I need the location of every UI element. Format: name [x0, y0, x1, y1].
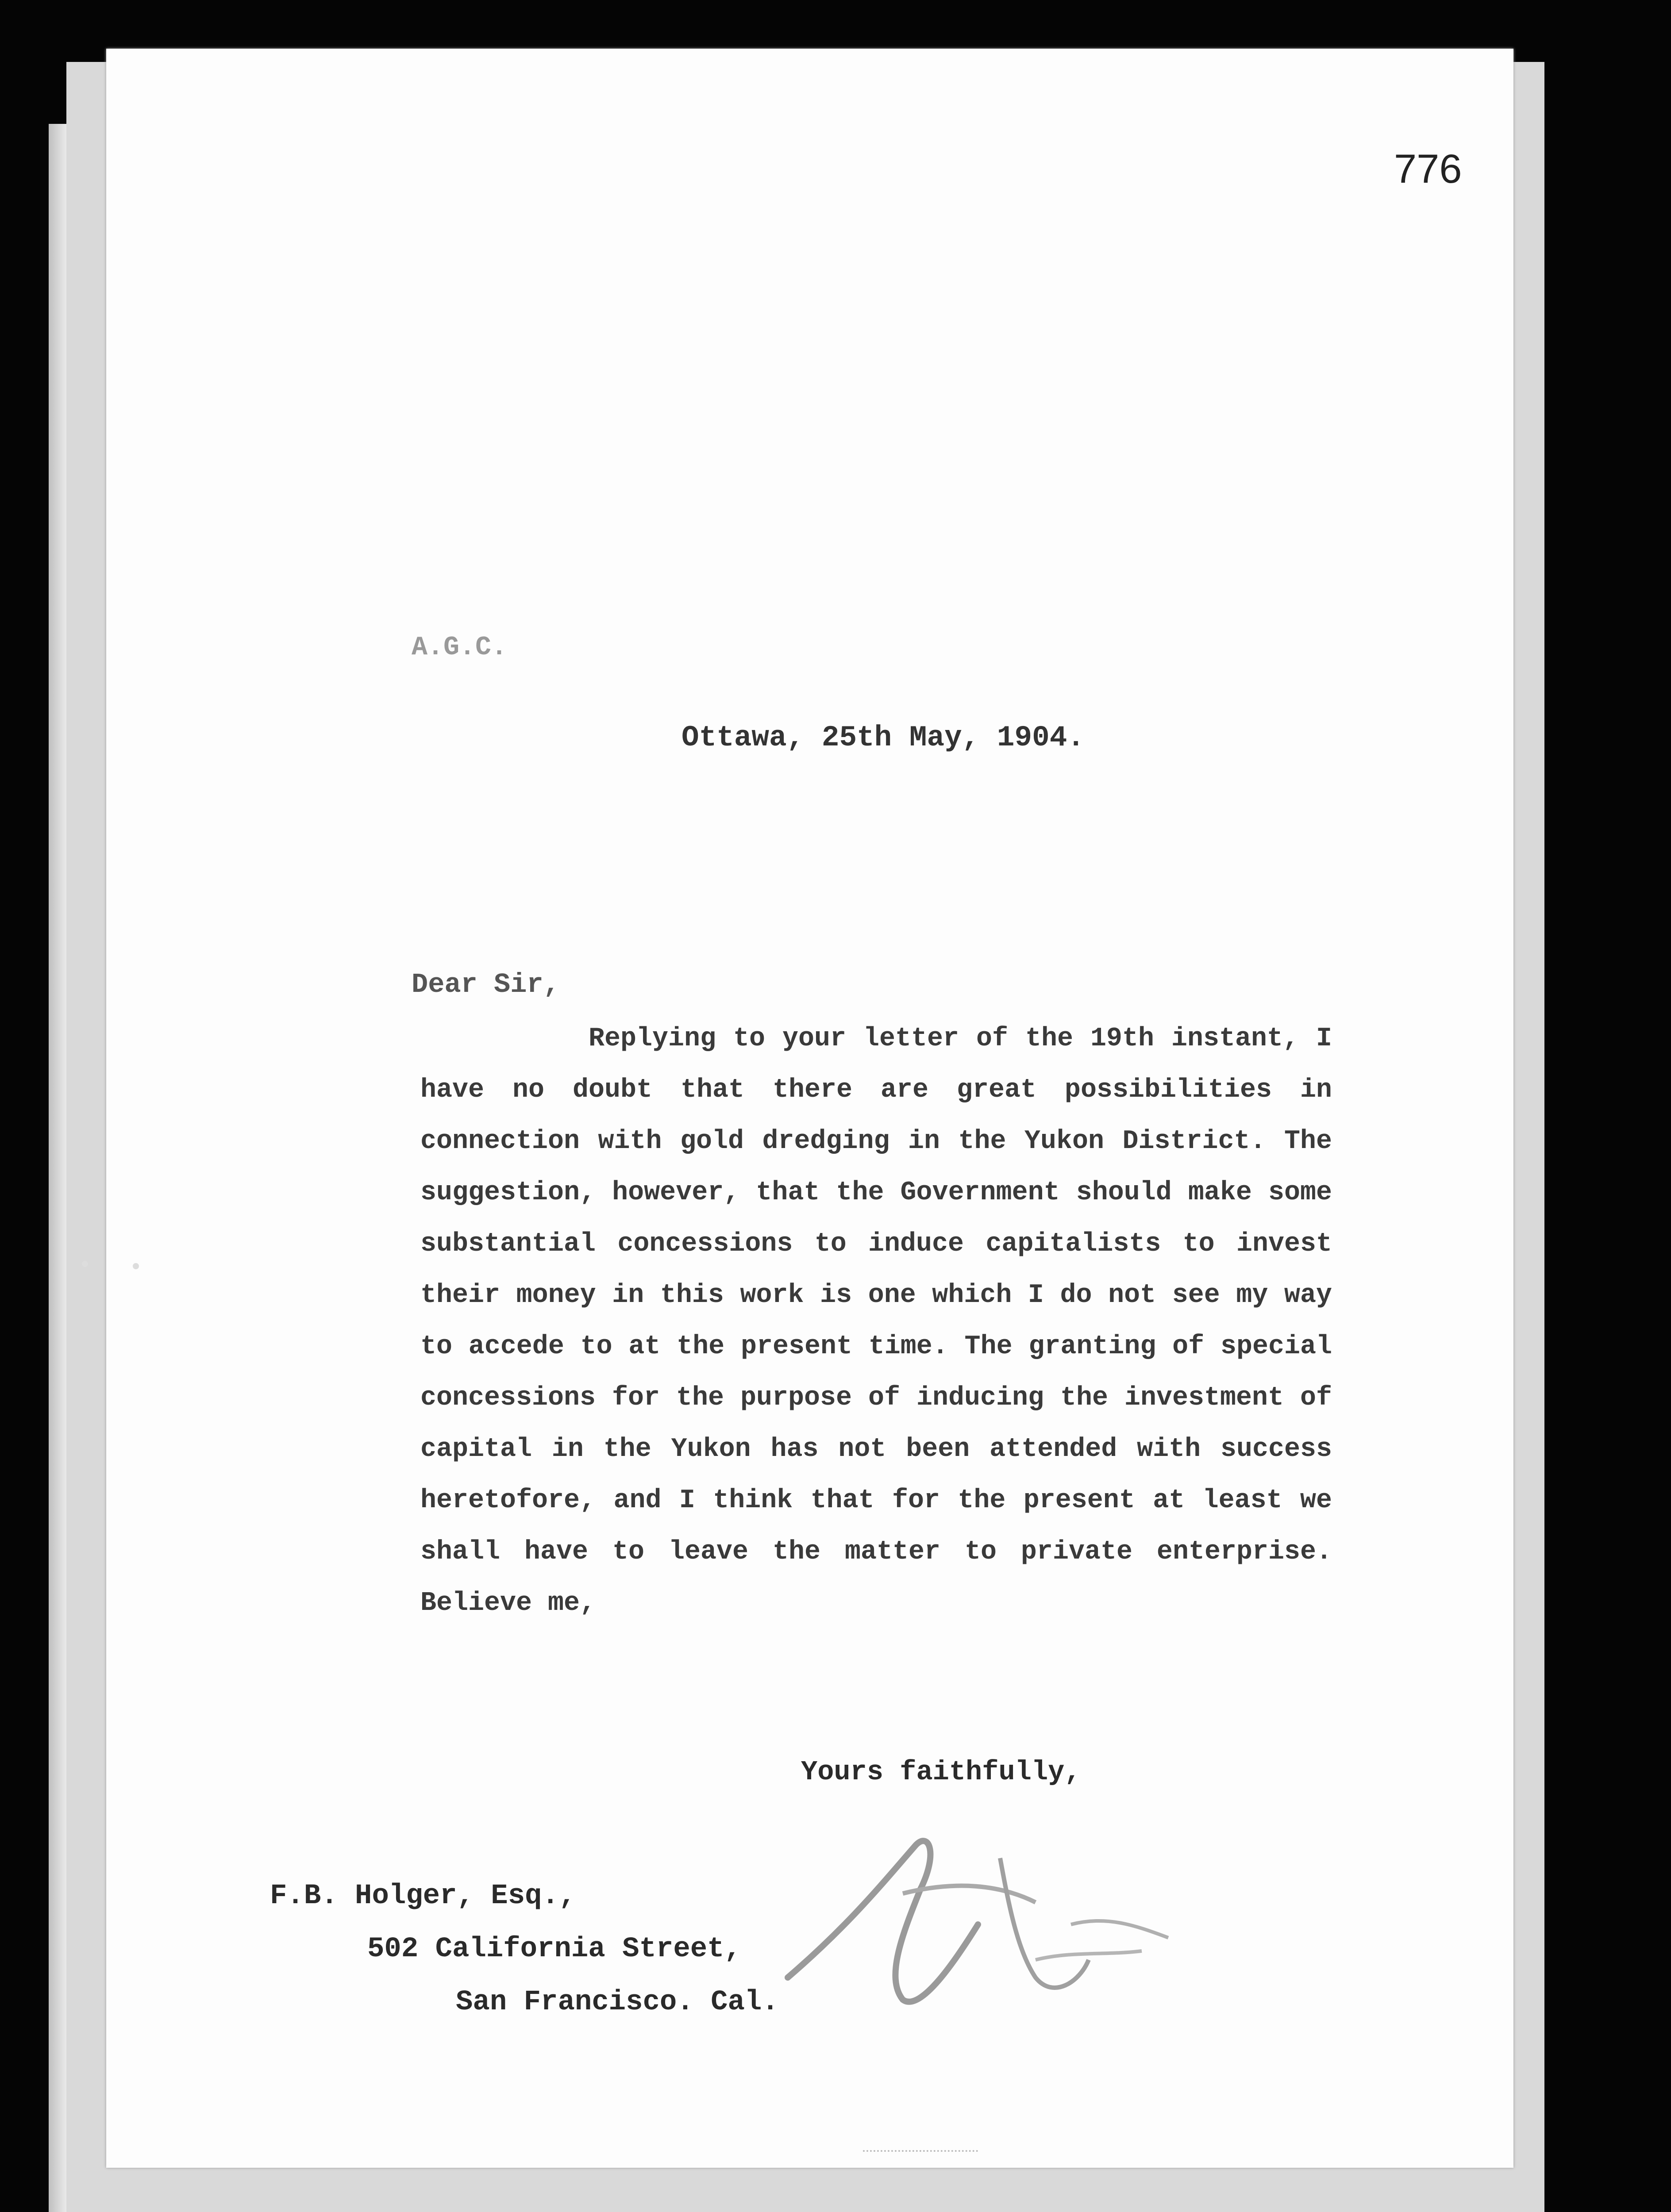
letter-body: Replying to your letter of the 19th instant, I have no doubt that there are great possibilities in connection with gold dredging in the Yukon District. The suggestion, however, that the Government should make some substantial concessions to induce capitalists to invest their money in this work is one which I do not see my way to accede to at the present time. The granting of special concessions for the purpose of inducing the investment of capital in the Yukon has not been attended with success heretofore, and I think that for the present at least we shall have to leave the matter to private enterprise. Believe me,	[420, 1024, 1332, 1618]
film-dot	[133, 1263, 139, 1269]
reference-mark: A.G.C.	[412, 633, 508, 663]
dotted-mark	[863, 2150, 978, 2152]
letter-date: Ottawa, 25th May, 1904.	[681, 721, 1085, 754]
addressee-city: San Francisco. Cal.	[456, 1986, 779, 2018]
addressee-street: 502 California Street,	[367, 1933, 741, 1965]
salutation: Dear Sir,	[412, 969, 560, 1000]
handwritten-signature	[770, 1792, 1195, 2039]
addressee-block	[270, 1880, 779, 2039]
addressee-name: F.B. Holger, Esq.,	[270, 1880, 576, 1912]
film-dot	[82, 1261, 88, 1267]
complimentary-close: Yours faithfully,	[801, 1756, 1081, 1788]
page-number: 776	[1394, 146, 1462, 192]
